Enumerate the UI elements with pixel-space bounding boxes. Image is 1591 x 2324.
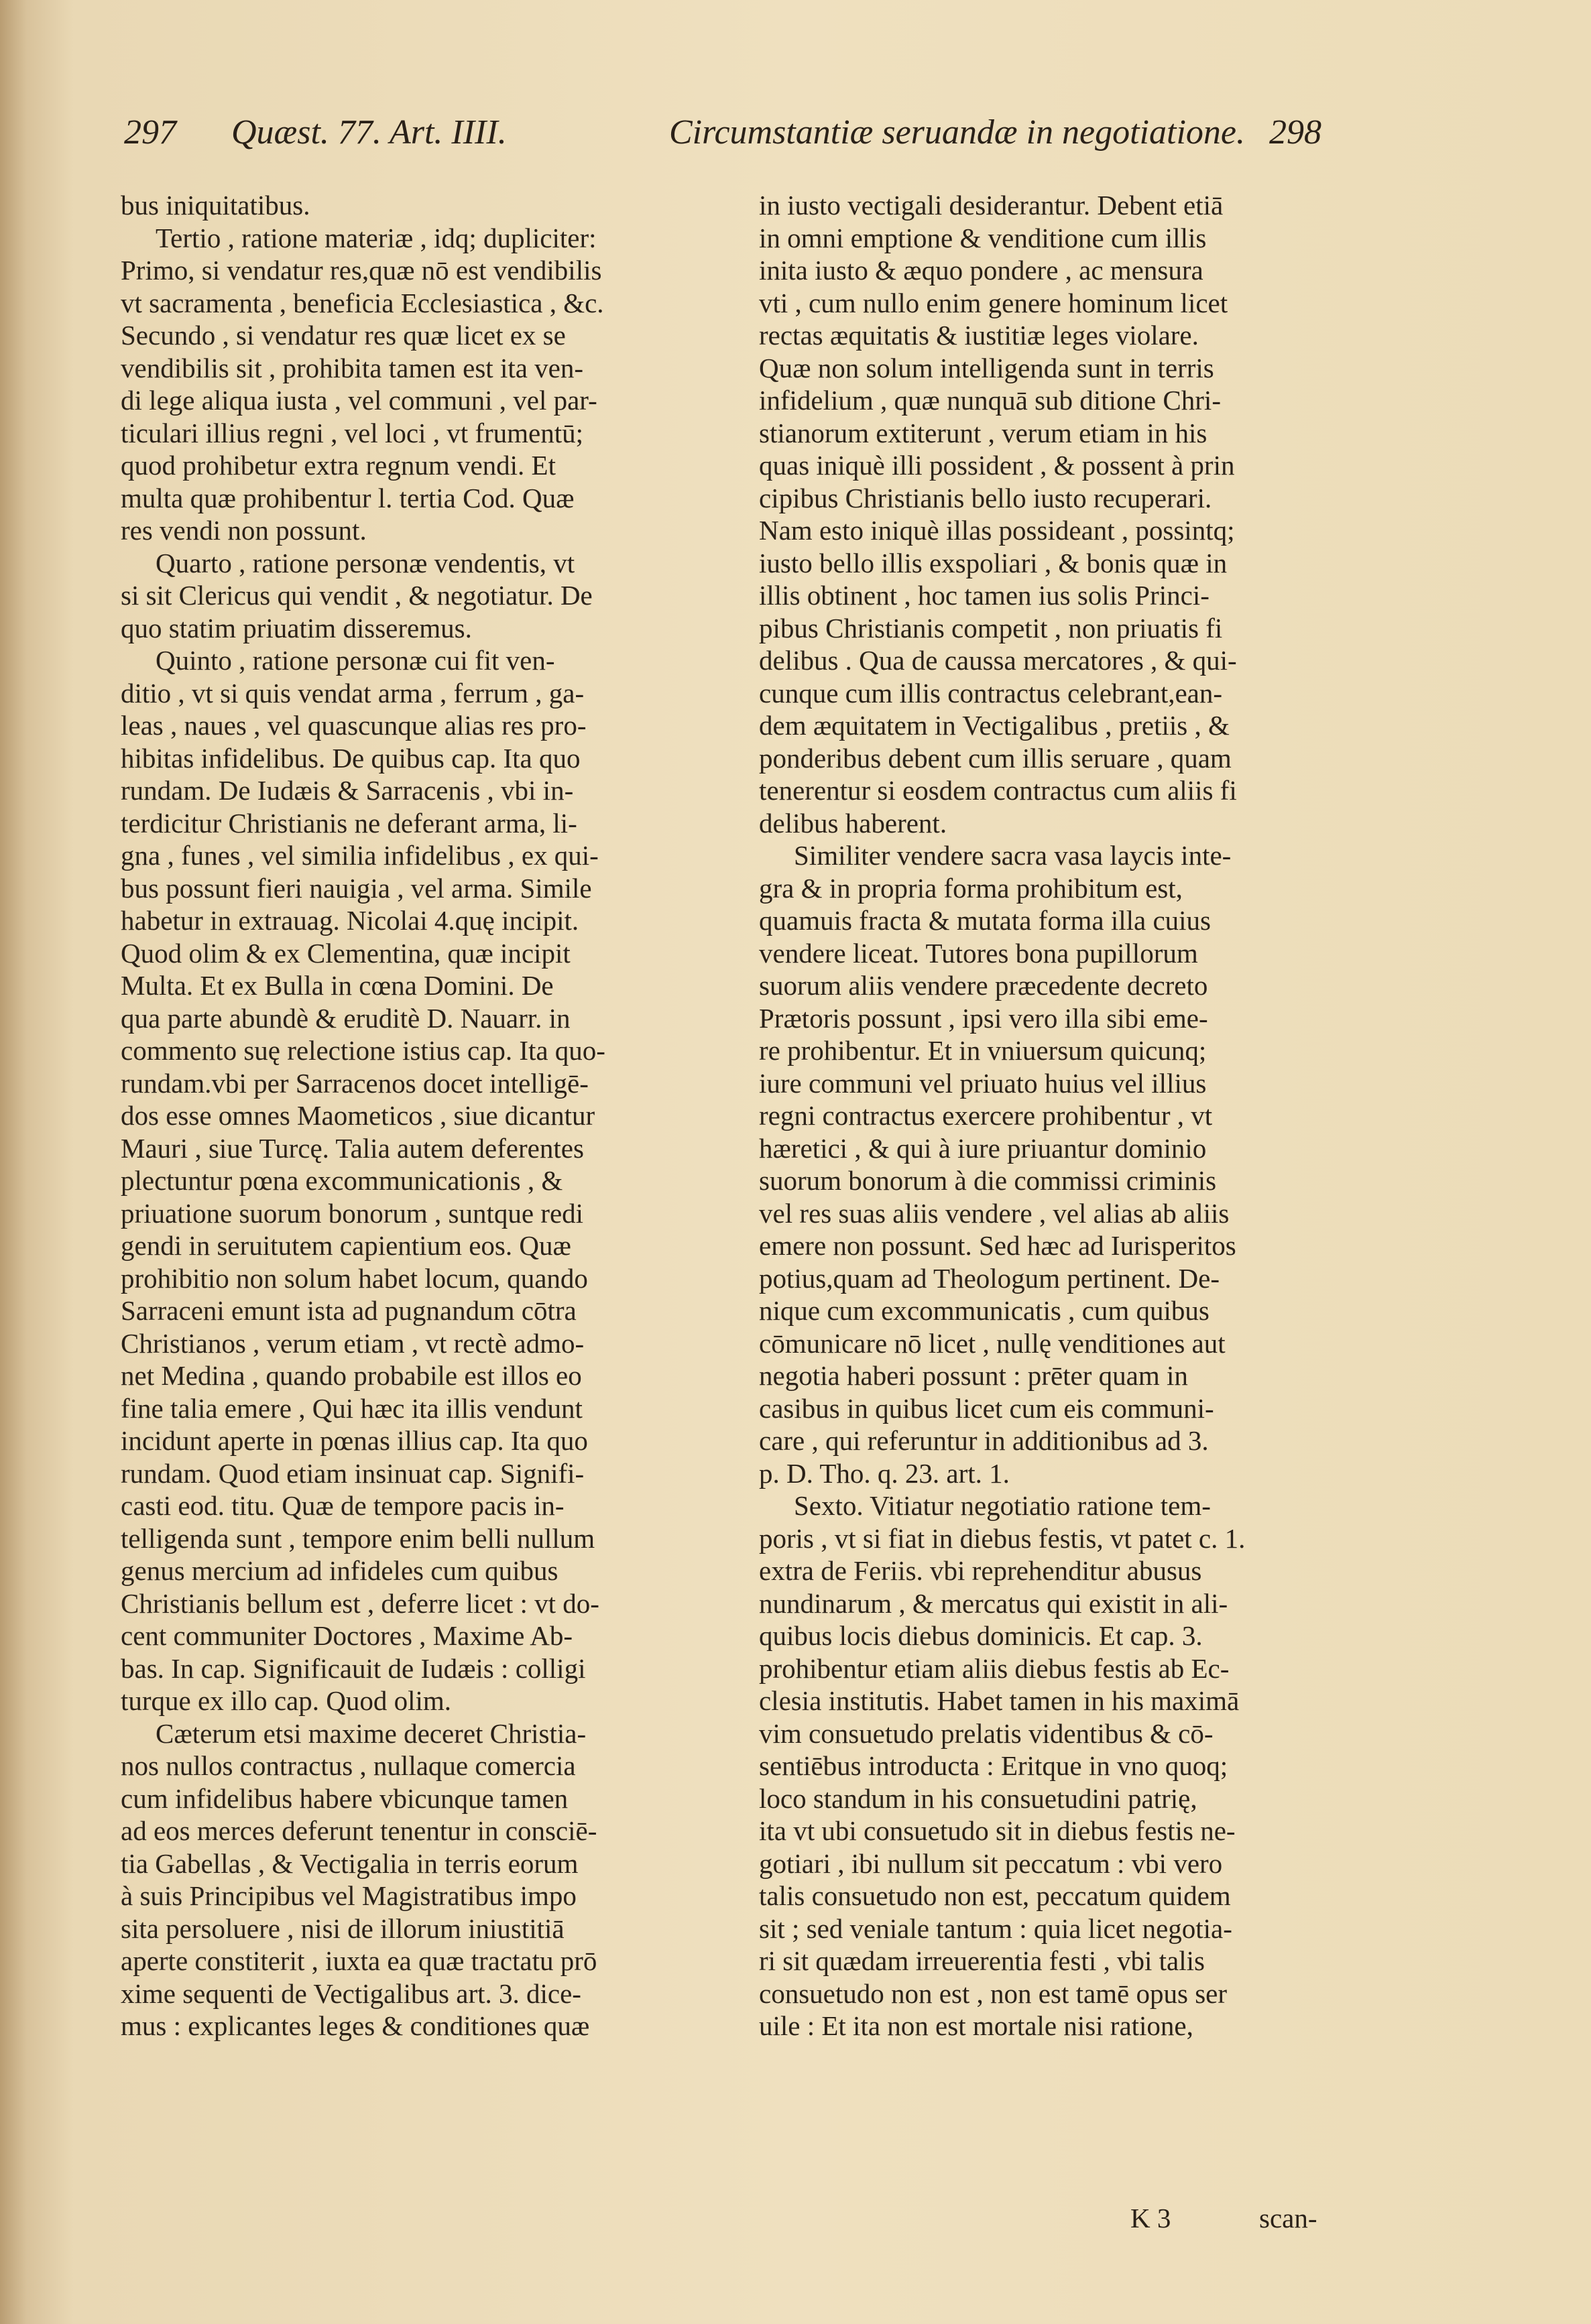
text-line: extra de Feriis. vbi reprehenditur abusus xyxy=(759,1555,1202,1586)
text-line: ita vt ubi consuetudo sit in diebus festis ne- xyxy=(759,1815,1236,1846)
text-line: fine talia emere , Qui hæc ita illis vendunt xyxy=(121,1392,583,1424)
text-line: leas , naues , vel quascunque alias res pro- xyxy=(121,710,587,741)
text-line: ponderibus debent cum illis seruare , quam xyxy=(759,742,1232,774)
text-line: suorum aliis vendere præcedente decreto xyxy=(759,970,1208,1001)
text-line: casti eod. titu. Quæ de tempore pacis in- xyxy=(121,1490,565,1521)
text-line: clesia institutis. Habet tamen in his maximā xyxy=(759,1685,1240,1716)
text-line: ad eos merces deferunt tenentur in consciē- xyxy=(121,1815,597,1846)
text-line: tia Gabellas , & Vectigalia in terris eorum xyxy=(121,1847,579,1879)
text-line: Secundo , si vendatur res quæ licet ex se xyxy=(121,320,566,351)
text-line: Multa. Et ex Bulla in cœna Domini. De xyxy=(121,970,554,1001)
text-line: nos nullos contractus , nullaque comercia xyxy=(121,1750,576,1781)
text-line: à suis Principibus vel Magistratibus impo xyxy=(121,1880,577,1911)
text-line: stianorum extiterunt , verum etiam in his xyxy=(759,417,1207,448)
text-line: casibus in quibus licet cum eis communi- xyxy=(759,1392,1214,1424)
text-line: Quarto , ratione personæ vendentis, vt xyxy=(156,547,575,578)
text-line: iure communi vel priuato huius vel illius xyxy=(759,1067,1207,1099)
text-line: Tertio , ratione materiæ , idq; dupliciter: xyxy=(156,222,597,253)
text-line: prohibentur etiam aliis diebus festis ab Ec- xyxy=(759,1652,1230,1684)
page-number-right: 298 xyxy=(1269,113,1321,151)
text-line: Similiter vendere sacra vasa laycis inte- xyxy=(794,840,1232,871)
text-line: nundinarum , & mercatus qui existit in ali- xyxy=(759,1587,1228,1619)
text-line: delibus haberent. xyxy=(759,807,947,839)
catchword: scan- xyxy=(1259,2203,1317,2234)
running-head-left: Quæst. 77. Art. IIII. xyxy=(231,113,507,151)
text-line: infidelium , quæ nunquā sub ditione Chri- xyxy=(759,385,1221,416)
text-line: quod prohibetur extra regnum vendi. Et xyxy=(121,450,556,481)
text-line: rundam. Quod etiam insinuat cap. Signifi- xyxy=(121,1457,585,1489)
text-line: bas. In cap. Significauit de Iudæis : colligi xyxy=(121,1652,586,1684)
text-line: Mauri , siue Turcę. Talia autem deferentes xyxy=(121,1132,584,1164)
text-line: quamuis fracta & mutata forma illa cuius xyxy=(759,905,1211,936)
text-line: gna , funes , vel similia infidelibus , ex qui- xyxy=(121,840,599,871)
text-line: cunque cum illis contractus celebrant,ean- xyxy=(759,677,1223,709)
text-line: Christianos , verum etiam , vt rectè admo- xyxy=(121,1327,585,1359)
text-line: cent communiter Doctores , Maxime Ab- xyxy=(121,1620,573,1651)
text-line: ri sit quædam irreuerentia festi , vbi talis xyxy=(759,1945,1205,1976)
text-line: di lege aliqua iusta , vel communi , vel par- xyxy=(121,385,597,416)
text-line: Nam esto iniquè illas possideant , possintq; xyxy=(759,515,1235,546)
text-line: nique cum excommunicatis , cum quibus xyxy=(759,1295,1210,1326)
text-line: xime sequenti de Vectigalibus art. 3. dice- xyxy=(121,1977,581,2009)
text-line: illis obtinent , hoc tamen ius solis Princi- xyxy=(759,580,1210,611)
text-line: sit ; sed veniale tantum : quia licet negotia- xyxy=(759,1912,1232,1944)
left-text-column xyxy=(121,189,717,2042)
text-line: vim consuetudo prelatis videntibus & cō- xyxy=(759,1717,1214,1749)
text-line: emere non possunt. Sed hæc ad Iurisperitos xyxy=(759,1230,1236,1261)
text-line: dem æquitatem in Vectigalibus , pretiis , & xyxy=(759,710,1230,741)
text-line: vt sacramenta , beneficia Ecclesiastica , &c. xyxy=(121,287,604,318)
text-line: vti , cum nullo enim genere hominum licet xyxy=(759,287,1228,318)
text-line: multa quæ prohibentur l. tertia Cod. Quæ xyxy=(121,482,575,513)
text-line: Sexto. Vitiatur negotiatio ratione tem- xyxy=(794,1490,1211,1521)
text-line: cum infidelibus habere vbicunque tamen xyxy=(121,1782,569,1814)
text-line: potius,quam ad Theologum pertinent. De- xyxy=(759,1262,1220,1294)
text-line: habetur in extrauag. Nicolai 4.quę incipit. xyxy=(121,905,579,936)
text-line: ditio , vt si quis vendat arma , ferrum , ga- xyxy=(121,677,585,709)
text-line: telligenda sunt , tempore enim belli nullum xyxy=(121,1522,595,1554)
text-line: gra & in propria forma prohibitum est, xyxy=(759,872,1183,904)
text-line: cipibus Christianis bello iusto recuperari. xyxy=(759,482,1212,513)
text-line: dos esse omnes Maometicos , siue dicantur xyxy=(121,1100,595,1131)
text-line: turque ex illo cap. Quod olim. xyxy=(121,1685,452,1716)
text-line: pibus Christianis competit , non priuatis fi xyxy=(759,612,1223,644)
text-line: res vendi non possunt. xyxy=(121,515,367,546)
text-line: bus iniquitatibus. xyxy=(121,190,310,221)
text-line: qua parte abundè & eruditè D. Nauarr. in xyxy=(121,1002,571,1034)
text-line: gotiari , ibi nullum sit peccatum : vbi vero xyxy=(759,1847,1223,1879)
text-line: mus : explicantes leges & conditiones quæ xyxy=(121,2010,590,2041)
running-head-right: Circumstantiæ seruandæ in negotiatione. xyxy=(669,113,1245,151)
text-line: care , qui referuntur in additionibus ad 3. xyxy=(759,1425,1209,1456)
text-line: suorum bonorum à die commissi criminis xyxy=(759,1165,1217,1196)
text-line: Quinto , ratione personæ cui fit ven- xyxy=(156,645,555,676)
text-line: Sarraceni emunt ista ad pugnandum cōtra xyxy=(121,1295,577,1326)
text-line: quibus locis diebus dominicis. Et cap. 3. xyxy=(759,1620,1203,1651)
page-number-left: 297 xyxy=(124,113,176,151)
text-line: Christianis bellum est , deferre licet : vt do- xyxy=(121,1587,599,1619)
text-line: aperte constiterit , iuxta ea quæ tractatu prō xyxy=(121,1945,597,1976)
text-line: in iusto vectigali desiderantur. Debent etiā xyxy=(759,190,1224,221)
text-line: tenerentur si eosdem contractus cum aliis fi xyxy=(759,775,1237,806)
text-line: Quod olim & ex Clementina, quæ incipit xyxy=(121,937,571,969)
text-line: negotia haberi possunt : prēter quam in xyxy=(759,1360,1188,1391)
text-line: prohibitio non solum habet locum, quando xyxy=(121,1262,588,1294)
text-line: regni contractus exercere prohibentur , vt xyxy=(759,1100,1213,1131)
text-line: gendi in seruitutem capientium eos. Quæ xyxy=(121,1230,571,1261)
text-line: Cæterum etsi maxime deceret Christia- xyxy=(156,1717,587,1749)
right-text-column xyxy=(759,189,1362,2042)
text-line: in omni emptione & venditione cum illis xyxy=(759,222,1207,253)
text-line: genus mercium ad infideles cum quibus xyxy=(121,1555,558,1586)
text-line: vel res suas aliis vendere , vel alias ab aliis xyxy=(759,1197,1230,1229)
text-line: vendere liceat. Tutores bona pupillorum xyxy=(759,937,1198,969)
text-line: p. D. Tho. q. 23. art. 1. xyxy=(759,1457,1010,1489)
text-line: uile : Et ita non est mortale nisi ratione, xyxy=(759,2010,1193,2041)
signature-mark: K 3 xyxy=(1130,2203,1171,2234)
text-line: bus possunt fieri nauigia , vel arma. Simile xyxy=(121,872,592,904)
text-line: net Medina , quando probabile est illos eo xyxy=(121,1360,582,1391)
text-line: consuetudo non est , non est tamē opus ser xyxy=(759,1977,1228,2009)
text-line: inita iusto & æquo pondere , ac mensura xyxy=(759,255,1203,286)
text-line: quas iniquè illi possident , & possent à prin xyxy=(759,450,1235,481)
text-line: rundam. De Iudæis & Sarracenis , vbi in- xyxy=(121,775,574,806)
text-line: cōmunicare nō licet , nullę venditiones aut xyxy=(759,1327,1226,1359)
text-line: sentiēbus introducta : Eritque in vno quoq; xyxy=(759,1750,1228,1781)
text-line: iusto bello illis exspoliari , & bonis quæ in xyxy=(759,547,1228,578)
text-line: hibitas infidelibus. De quibus cap. Ita quo xyxy=(121,742,581,774)
text-line: quo statim priuatim disseremus. xyxy=(121,612,472,644)
text-line: Prætoris possunt , ipsi vero illa sibi eme- xyxy=(759,1002,1208,1034)
text-line: sita persoluere , nisi de illorum iniustitiā xyxy=(121,1912,565,1944)
text-line: ticulari illius regni , vel loci , vt frumentū; xyxy=(121,417,584,448)
text-line: rundam.vbi per Sarracenos docet intelligē- xyxy=(121,1067,589,1099)
text-line: talis consuetudo non est, peccatum quidem xyxy=(759,1880,1231,1911)
text-line: re prohibentur. Et in vniuersum quicunq; xyxy=(759,1035,1207,1066)
text-line: Quæ non solum intelligenda sunt in terris xyxy=(759,352,1214,383)
text-line: rectas æquitatis & iustitiæ leges violare. xyxy=(759,320,1199,351)
text-line: hæretici , & qui à iure priuantur dominio xyxy=(759,1132,1207,1164)
text-line: loco standum in his consuetudini patrię, xyxy=(759,1782,1197,1814)
text-line: terdicitur Christianis ne deferant arma, li- xyxy=(121,807,577,839)
text-line: priuatione suorum bonorum , suntque redi xyxy=(121,1197,584,1229)
text-line: commento suę relectione istius cap. Ita quo- xyxy=(121,1035,605,1066)
text-line: incidunt aperte in pœnas illius cap. Ita quo xyxy=(121,1425,588,1456)
text-line: si sit Clericus qui vendit , & negotiatur. De xyxy=(121,580,593,611)
text-line: poris , vt si fiat in diebus festis, vt patet c. 1. xyxy=(759,1522,1246,1554)
text-line: plectuntur pœna excommunicationis , & xyxy=(121,1165,563,1196)
text-line: delibus . Qua de caussa mercatores , & qui- xyxy=(759,645,1237,676)
text-line: Primo, si vendatur res,quæ nō est vendibilis xyxy=(121,255,602,286)
text-line: vendibilis sit , prohibita tamen est ita ven- xyxy=(121,352,584,383)
